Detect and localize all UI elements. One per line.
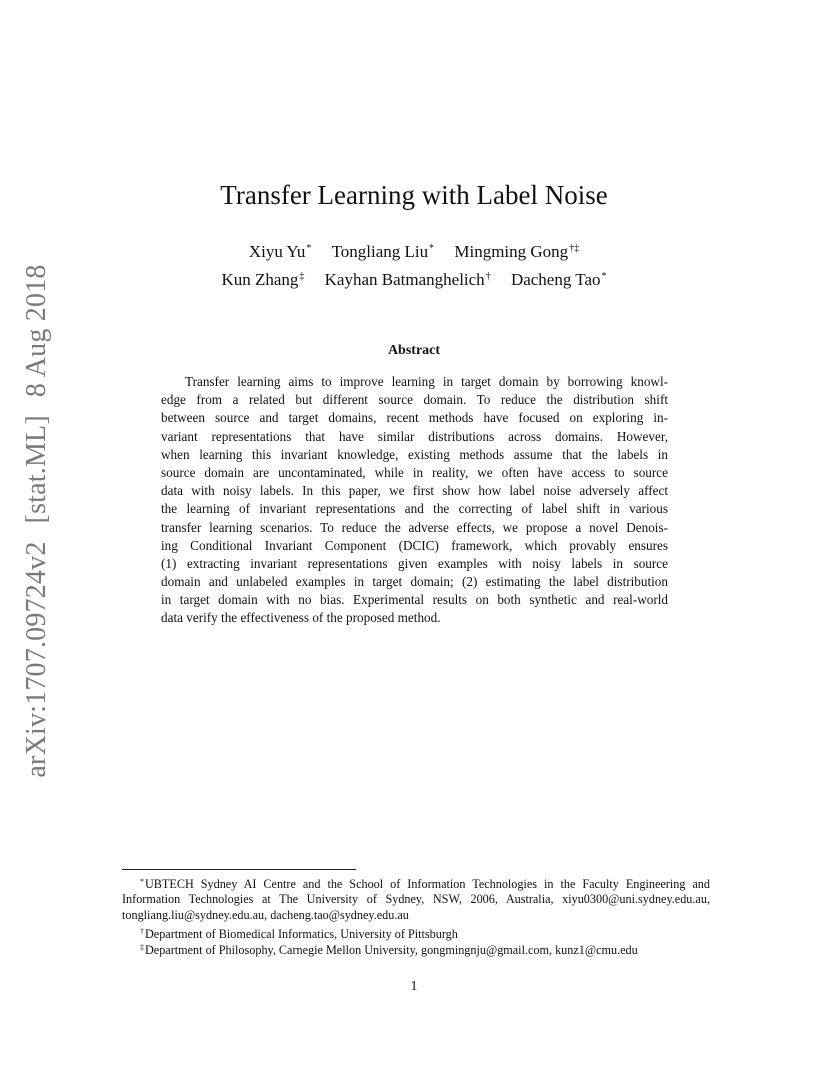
abstract-body: [161, 373, 668, 628]
author-name: Mingming Gong: [454, 242, 569, 261]
footnote-text: UBTECH Sydney AI Centre and the School of Information Technologies in the Faculty Engineering and: [145, 877, 710, 891]
abstract-line: Transfer learning aims to improve learning in target domain by borrowing knowl-: [185, 374, 668, 389]
author-row-2: [0, 264, 828, 292]
footnote-line: Information Technologies at The University of Sydney, NSW, 2006, Australia, xiyu0300@uni.sydney.edu.au,: [122, 891, 710, 906]
abstract-line: domain and unlabeled examples in target domain; (2) estimating the label distribution: [161, 574, 668, 590]
footnote-line: [122, 940, 710, 957]
abstract-heading: Abstract: [387, 343, 441, 358]
abstract-line: data verify the effectiveness of the proposed method.: [161, 610, 441, 626]
arxiv-category: [stat.ML]: [21, 415, 52, 524]
author-name: Kayhan Batmanghelich: [324, 270, 485, 289]
abstract-line: in target domain with no bias. Experimental results on both synthetic and real-world: [161, 592, 668, 608]
footnote-text: Department of Philosophy, Carnegie Mellon University, gongmingnju@gmail.com, kunz1@cmu.edu: [145, 943, 638, 958]
author: [221, 264, 304, 292]
author-name: Tongliang Liu: [331, 242, 429, 261]
author: [249, 236, 312, 264]
abstract-line: (1) extracting invariant representations given examples with noisy labels in source: [161, 555, 668, 571]
author-name: Xiyu Yu: [248, 242, 306, 261]
abstract-line: source domain are uncontaminated, while in reality, we often have access to source: [161, 464, 668, 480]
author: [511, 264, 607, 292]
affiliation-mark: *: [306, 243, 312, 254]
arxiv-id: arXiv:1707.09724v2: [21, 541, 52, 778]
affiliation-mark: †: [485, 271, 491, 282]
author-row-1: [0, 236, 828, 264]
footnote-mark: *: [140, 877, 144, 886]
footnote-mark: †: [140, 926, 144, 936]
footnote-divider: [122, 869, 356, 870]
affiliation-mark: ‡: [299, 271, 305, 282]
affiliation-mark: †‡: [569, 243, 580, 254]
abstract-line: ing Conditional Invariant Component (DCIC) framework, which provably ensures: [161, 537, 668, 553]
footnote-line: [122, 874, 710, 891]
author: [325, 264, 491, 292]
abstract-line: when learning this invariant knowledge, existing methods assume that the labels in: [161, 446, 668, 462]
author-name: Kun Zhang: [221, 270, 299, 289]
abstract-line: edge from a related but different source domain. To reduce the distribution shift: [161, 392, 668, 408]
page-number: 1: [410, 979, 418, 994]
abstract-line: variant representations that have similar distributions across domains. However,: [161, 428, 668, 444]
arxiv-stamp: [21, 264, 53, 777]
abstract-line: between source and target domains, recent methods have focused on exploring in-: [161, 410, 668, 426]
author-list: [0, 236, 828, 292]
footnote-mark: ‡: [140, 943, 144, 953]
abstract-line: data with noisy labels. In this paper, we first show how label noise adversely affect: [161, 483, 668, 499]
abstract-line: transfer learning scenarios. To reduce the adverse effects, we propose a novel Denois-: [161, 519, 668, 535]
footnote-line: [122, 924, 710, 941]
affiliation-mark: *: [429, 243, 435, 254]
affiliation-mark: *: [601, 271, 607, 282]
footnotes: [122, 874, 710, 957]
paper-title: Transfer Learning with Label Noise: [220, 180, 608, 210]
author: [454, 236, 579, 264]
footnote-line: tongliang.liu@sydney.edu.au, dacheng.tao@sydney.edu.au: [122, 908, 409, 923]
footnote-text: Department of Biomedical Informatics, University of Pittsburgh: [145, 926, 458, 941]
abstract-line: the learning of invariant representations and the correcting of label shift in various: [161, 501, 668, 517]
arxiv-date: 8 Aug 2018: [21, 264, 52, 398]
author: [332, 236, 435, 264]
author-name: Dacheng Tao: [510, 270, 601, 289]
